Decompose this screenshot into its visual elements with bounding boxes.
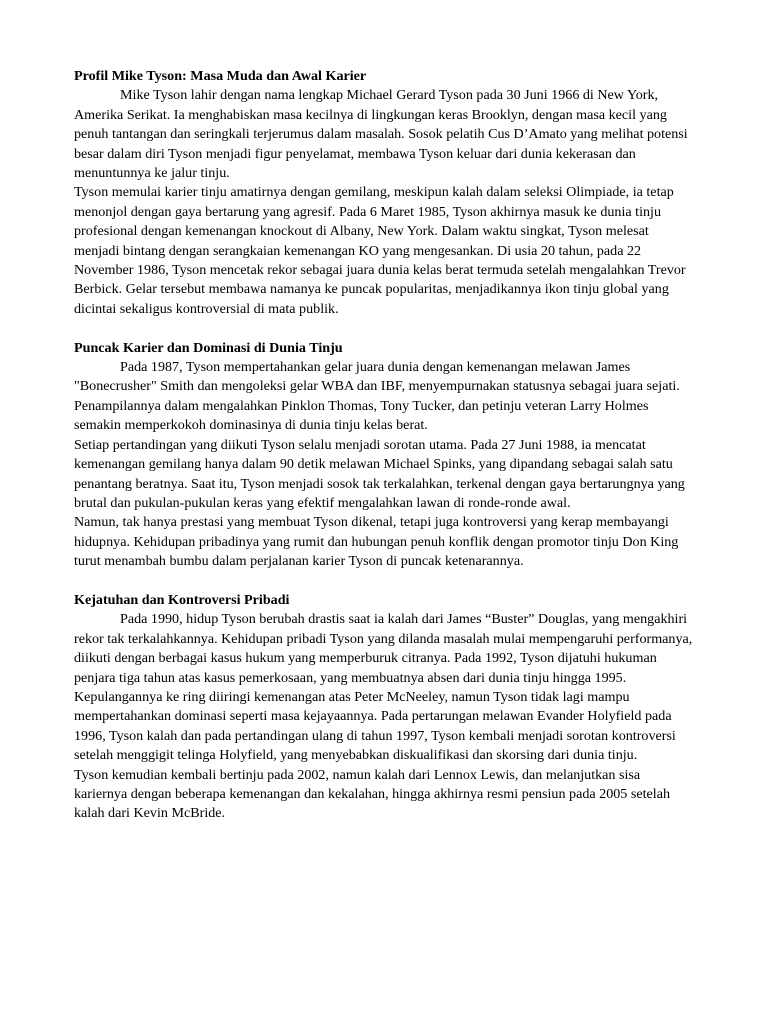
section-spacer <box>74 319 696 338</box>
section-spacer <box>74 572 696 591</box>
section-downfall <box>74 591 696 824</box>
paragraph: Pada 1987, Tyson mempertahankan gelar juara dunia dengan kemenangan melawan James "Bonecrusher" Smith dan mengoleksi gelar WBA dan IBF, menyempurnakan statusnya sebagai juara sejati. Penampilannya dalam mengalahkan Pinklon Thomas, Tony Tucker, dan petinju veteran Larry Holmes semakin memperkokoh dominasinya di dunia tinju kelas berat. <box>74 359 680 434</box>
section-early-life <box>74 67 696 319</box>
section-heading: Profil Mike Tyson: Masa Muda dan Awal Karier <box>74 68 367 84</box>
document-page <box>74 67 696 824</box>
paragraph: Mike Tyson lahir dengan nama lengkap Michael Gerard Tyson pada 30 Juni 1966 di New York, Amerika Serikat. Ia menghabiskan masa kecilnya di lingkungan keras Brooklyn, dengan masa kecil yang penuh tantangan dan seringkali terjerumus dalam masalah. Sosok pelatih Cus D’Amato yang melihat potensi besar dalam diri Tyson menjadi figur penyelamat, membawa Tyson keluar dari dunia kekerasan dan menuntunnya ke jalur tinju. <box>74 87 688 182</box>
paragraph: Tyson kemudian kembali bertinju pada 2002, namun kalah dari Lennox Lewis, dan melanjutkan sisa kariernya dengan beberapa kemenangan dan kekalahan, hingga akhirnya resmi pensiun pada 2005 setelah kalah dari Kevin McBride. <box>74 766 671 822</box>
section-heading: Puncak Karier dan Dominasi di Dunia Tinju <box>74 339 343 356</box>
paragraph: Tyson memulai karier tinju amatirnya dengan gemilang, meskipun kalah dalam seleksi Olimpiade, ia tetap menonjol dengan gaya bertarung yang agresif. Pada 6 Maret 1985, Tyson akhirnya masuk ke dunia tinju profesional dengan kemenangan knockout di Albany, New York. Dalam waktu singkat, Tyson melesat menjadi bintang dengan serangkaian kemenangan KO yang mengesankan. Di usia 20 tahun, pada 22 November 1986, Tyson mencetak rekor sebagai juara dunia kelas berat termuda setelah mengalahkan Trevor Berbick. Gelar tersebut membawa namanya ke puncak popularitas, menjadikannya ikon tinju global yang dicintai sekaligus kontroversial di mata publik. <box>74 184 686 317</box>
paragraph: Pada 1990, hidup Tyson berubah drastis saat ia kalah dari James “Buster” Douglas, yang mengakhiri rekor tak terkalahkannya. Kehidupan pribadi Tyson yang dilanda masalah mulai mempengaruhi performanya, diikuti dengan berbagai kasus hukum yang memperburuk citranya. Pada 1992, Tyson dijatuhi hukuman penjara tiga tahun atas kasus pemerkosaan, yang membuatnya absen dari dunia tinju hingga 1995. <box>74 611 693 686</box>
section-heading: Kejatuhan dan Kontroversi Pribadi <box>74 591 290 608</box>
paragraph: Namun, tak hanya prestasi yang membuat Tyson dikenal, tetapi juga kontroversi yang kerap membayangi hidupnya. Kehidupan pribadinya yang rumit dan hubungan penuh konflik dengan promotor tinju Don King turut menambah bumbu dalam perjalanan karier Tyson di puncak ketenarannya. <box>74 514 679 570</box>
paragraph: Setiap pertandingan yang diikuti Tyson selalu menjadi sorotan utama. Pada 27 Juni 1988, ia mencatat kemenangan gemilang hanya dalam 90 detik melawan Michael Spinks, yang dipandang sebagai salah satu penantang beratnya. Saat itu, Tyson menjadi sosok tak terkalahkan, terkenal dengan gaya bertarungnya yang brutal dan pukulan-pukulan keras yang efektif mengalahkan lawan di ronde-ronde awal. <box>74 436 685 511</box>
section-career-peak <box>74 339 696 572</box>
paragraph: Kepulangannya ke ring diiringi kemenangan atas Peter McNeeley, namun Tyson tidak lagi mampu mempertahankan dominasi seperti masa kejayaannya. Pada pertarungan melawan Evander Holyfield pada 1996, Tyson kalah dan pada pertandingan ulang di tahun 1997, Tyson kembali menjadi sorotan kontroversi setelah menggigit telinga Holyfield, yang menyebabkan diskualifikasi dan skorsing dari dunia tinju. <box>74 688 676 764</box>
